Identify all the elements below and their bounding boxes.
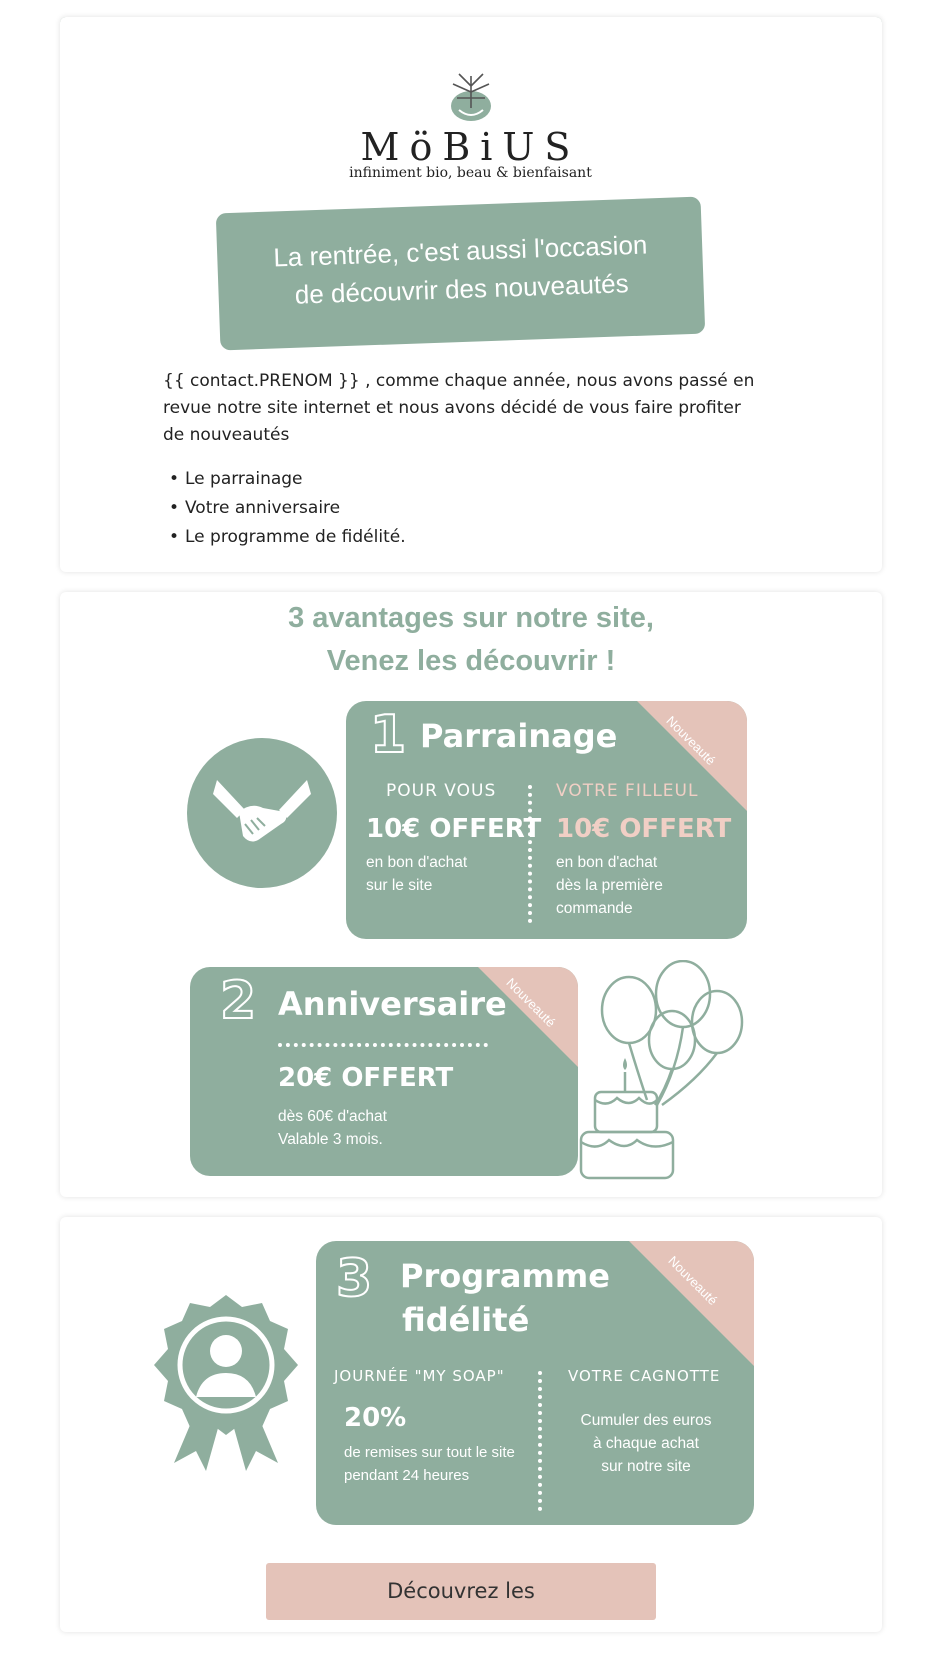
step-number: 2 — [220, 971, 257, 1031]
my-soap-offer: 20% — [344, 1403, 407, 1433]
badge-corner — [629, 1241, 754, 1366]
nouveaute-badge: Nouveauté — [503, 975, 559, 1031]
divider — [538, 1371, 542, 1511]
bullet-item: • Votre anniversaire — [185, 498, 340, 518]
anniversaire-desc: dès 60€ d'achat Valable 3 mois. — [278, 1108, 387, 1148]
step-number: 3 — [336, 1249, 373, 1309]
anniversaire-panel — [190, 967, 578, 1176]
section-title-line1: 3 avantages sur notre site, — [288, 602, 654, 634]
nouveaute-badge: Nouveauté — [663, 713, 719, 769]
fidelite-panel — [316, 1241, 754, 1525]
award-badge-icon — [152, 1293, 300, 1473]
fidelite-title-line2: fidélité — [402, 1301, 530, 1339]
handshake-icon — [187, 738, 337, 888]
fidelite-title-line1: Programme — [400, 1257, 610, 1295]
pour-vous-offer: 10€ OFFERT — [366, 814, 542, 844]
step-number: 1 — [370, 705, 407, 765]
filleul-offer: 10€ OFFERT — [556, 814, 732, 844]
filleul-label: VOTRE FILLEUL — [556, 781, 699, 801]
headline-text: La rentrée, c'est aussi l'occasion de découvrir des nouveautés — [272, 229, 648, 310]
bullet-item: • Le programme de fidélité. — [185, 527, 406, 547]
parrainage-panel — [346, 701, 747, 939]
my-soap-desc: de remises sur tout le site pendant 24 heures — [344, 1444, 515, 1484]
balloons-cake-icon — [577, 960, 752, 1195]
brand-tagline: infiniment bio, beau & bienfaisant — [349, 165, 592, 181]
cagnotte-desc: Cumuler des euros à chaque achat sur notre site — [580, 1412, 712, 1475]
pour-vous-label: POUR VOUS — [386, 781, 497, 801]
divider — [278, 1043, 488, 1047]
my-soap-label: JOURNÉE "MY SOAP" — [334, 1367, 505, 1385]
intro-paragraph: {{ contact.PRENOM }} , comme chaque année, nous avons passé en revue notre site internet et nous avons décidé de vous faire profiter de nouveautés — [163, 371, 755, 445]
section-title-line2: Venez les découvrir ! — [326, 645, 616, 677]
anniversaire-offer: 20€ OFFERT — [278, 1063, 454, 1093]
bullet-item: • Le parrainage — [185, 469, 303, 489]
nouveaute-badge: Nouveauté — [665, 1253, 721, 1309]
discover-button[interactable]: Découvrez les — [266, 1563, 656, 1620]
divider — [528, 785, 532, 923]
brand-name: MöBiUS — [360, 125, 581, 169]
pour-vous-desc: en bon d'achat sur le site — [366, 854, 468, 894]
cagnotte-label: VOTRE CAGNOTTE — [568, 1367, 721, 1385]
tree-logo-icon — [445, 68, 497, 122]
anniversaire-title: Anniversaire — [278, 985, 507, 1023]
filleul-desc: en bon d'achat dès la première commande — [556, 854, 663, 917]
parrainage-title: Parrainage — [420, 717, 618, 755]
